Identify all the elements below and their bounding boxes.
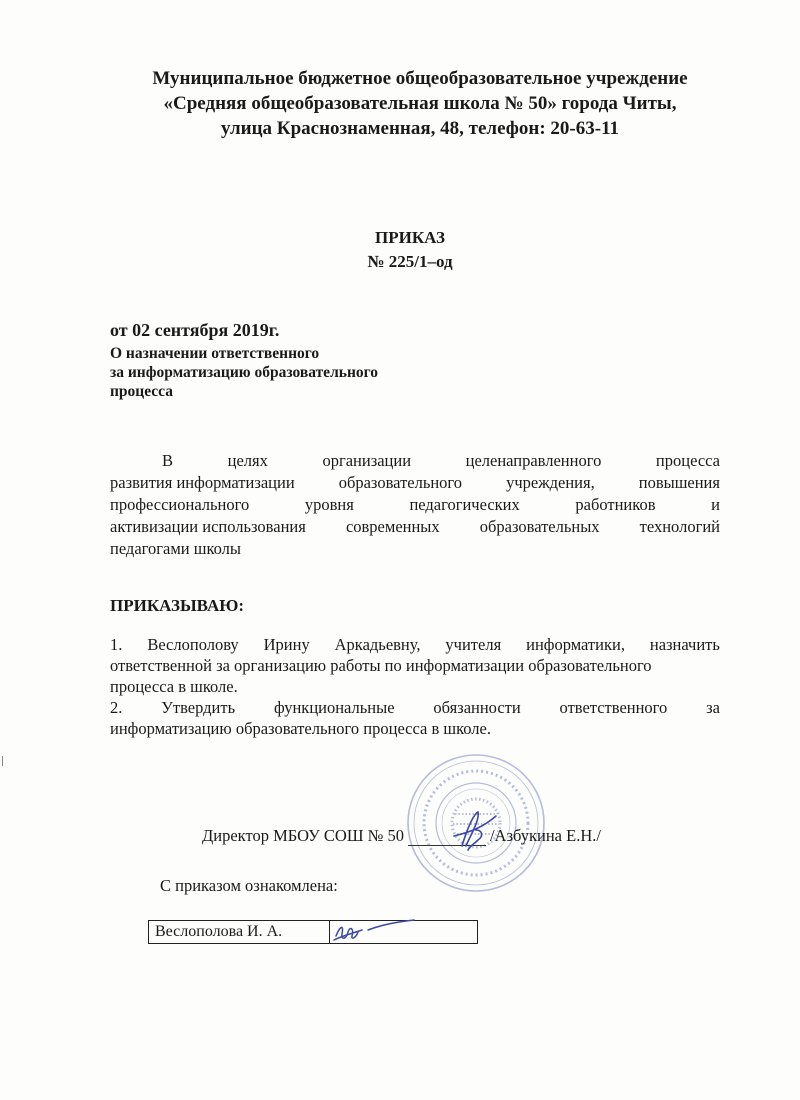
director-title: Директор МБОУ СОШ № 50	[202, 826, 404, 845]
header-line-3: улица Краснознаменная, 48, телефон: 20-63-11	[220, 118, 620, 139]
word: Веслополову	[147, 635, 239, 654]
word: работников	[575, 495, 656, 514]
order-date: от 02 сентября 2019г.	[110, 320, 280, 340]
word: современных	[345, 517, 440, 536]
preamble-line-5: педагогами школы	[110, 539, 241, 558]
item-2-line-2: информатизацию образовательного процесса в школе.	[110, 719, 491, 738]
word: функциональные	[273, 698, 395, 717]
order-title: ПРИКАЗ	[375, 228, 445, 247]
order-number: № 225/1–од	[367, 252, 453, 271]
item-1-line-2: ответственной за организацию работы по информатизации образовательного	[110, 656, 652, 675]
word: организации	[322, 451, 412, 470]
word: целенаправленного	[465, 451, 602, 470]
order-subject	[110, 344, 378, 401]
word: В	[162, 451, 174, 470]
word: профессионального	[110, 495, 250, 514]
word: образовательных	[479, 517, 600, 536]
header-line-2: «Средняя общеобразовательная школа № 50» города Читы,	[163, 93, 677, 114]
word: целях	[227, 451, 268, 470]
preamble-line-3	[110, 494, 720, 516]
acquainted-label: С приказом ознакомлена:	[160, 876, 338, 895]
word: ответственного	[559, 698, 668, 717]
word: информатики,	[526, 635, 625, 654]
scan-mark	[2, 756, 7, 766]
word: педагогических	[409, 495, 520, 514]
item-1-line-1	[110, 634, 720, 655]
word: учителя	[445, 635, 502, 654]
word: образовательного	[338, 473, 463, 492]
word: обязанности	[433, 698, 521, 717]
item-1-line-3: процесса в школе.	[110, 677, 238, 696]
employee-signature-icon	[328, 914, 418, 948]
word: активизации использования	[110, 517, 306, 536]
word: Аркадьевну,	[334, 635, 421, 654]
word: 2.	[110, 698, 123, 717]
word: технологий	[639, 517, 720, 536]
order-items	[110, 634, 720, 739]
header-line-1: Муниципальное бюджетное общеобразовательное учреждение	[152, 68, 688, 89]
director-signature-line	[202, 826, 601, 846]
preamble-line-2	[110, 472, 720, 494]
word: развития информатизации	[110, 473, 295, 492]
word: Утвердить	[161, 698, 236, 717]
preamble-paragraph	[110, 450, 720, 560]
word: назначить	[649, 635, 720, 654]
subject-line-3: процесса	[110, 383, 173, 400]
director-name: /Азбукина Е.Н./	[489, 826, 601, 845]
school-header	[100, 66, 740, 141]
word: учреждения,	[506, 473, 595, 492]
order-directive: ПРИКАЗЫВАЮ:	[110, 596, 245, 615]
word: Ирину	[263, 635, 310, 654]
word: за	[706, 698, 720, 717]
word: 1.	[110, 635, 123, 654]
acquaintance-table	[148, 920, 478, 944]
word: повышения	[638, 473, 720, 492]
item-2-line-1	[110, 697, 720, 718]
director-signature-icon	[440, 806, 510, 856]
word: и	[711, 495, 720, 514]
order-title-block	[300, 226, 520, 274]
word: процесса	[655, 451, 720, 470]
employee-name-cell: Веслополова И. А.	[149, 921, 330, 944]
word: уровня	[304, 495, 354, 514]
preamble-line-1	[110, 450, 720, 472]
subject-line-1: О назначении ответственного	[110, 345, 320, 362]
table-row	[149, 921, 478, 944]
preamble-line-4	[110, 516, 720, 538]
subject-line-2: за информатизацию образовательного	[110, 364, 379, 381]
